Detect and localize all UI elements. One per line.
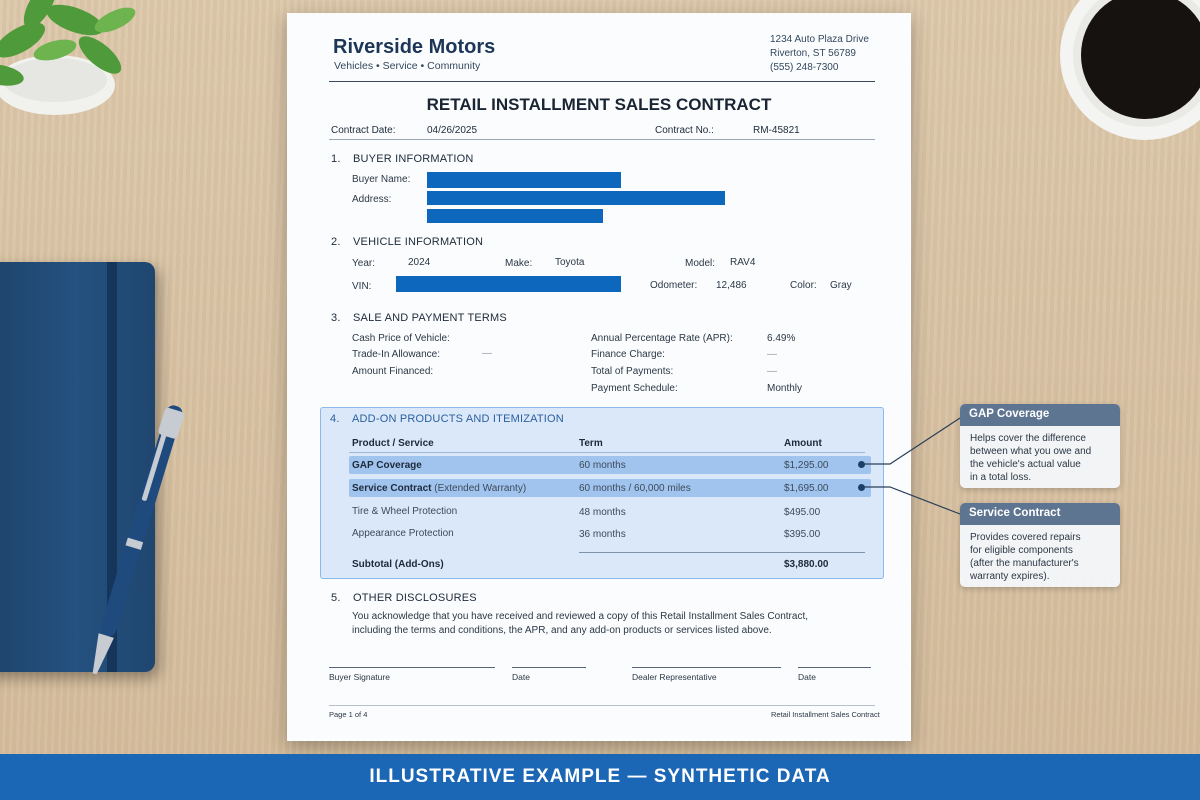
- dealer-signature-line[interactable]: [632, 667, 781, 668]
- document-title: RETAIL INSTALLMENT SALES CONTRACT: [426, 95, 772, 114]
- product-name-detail: (Extended Warranty): [431, 483, 527, 494]
- table-row-amount: $1,295.00: [784, 460, 829, 471]
- section-title-text: OTHER DISCLOSURES: [353, 592, 477, 604]
- table-row-term: 60 months: [579, 460, 626, 471]
- footer-doc-name: Retail Installment Sales Contract: [771, 710, 880, 719]
- color-value: Gray: [830, 280, 852, 291]
- table-row-product: Tire & Wheel Protection: [352, 506, 458, 517]
- dealer-tagline: Vehicles • Service • Community: [334, 60, 481, 72]
- section-number: 5.: [331, 592, 341, 604]
- model-label: Model:: [685, 258, 716, 269]
- cash-price-label: Cash Price of Vehicle:: [352, 333, 450, 344]
- redacted-buyer-name: [427, 172, 621, 188]
- disclosure-line-1: You acknowledge that you have received and reviewed a copy of this Retail Installment Sales Contract,: [352, 611, 809, 622]
- dealer-rep-label: Dealer Representative: [632, 672, 717, 682]
- table-row-amount: $1,695.00: [784, 483, 829, 494]
- service-callout-anchor: [858, 484, 865, 491]
- col-header-product: Product / Service: [352, 438, 434, 449]
- dealer-address: [770, 33, 869, 75]
- odometer-label: Odometer:: [650, 280, 698, 291]
- section-buyer-title: [331, 153, 474, 165]
- odometer-value: 12,486: [716, 280, 747, 291]
- buyer-name-label: Buyer Name:: [352, 174, 411, 185]
- footer-divider: [329, 705, 875, 706]
- section-number: 2.: [331, 236, 341, 248]
- addon-section: [320, 407, 884, 579]
- payment-schedule-label: Payment Schedule:: [591, 383, 678, 394]
- amount-financed-label: Amount Financed:: [352, 366, 434, 377]
- table-row-term: 48 months: [579, 507, 626, 518]
- gap-coverage-callout: [960, 404, 1120, 488]
- header-divider: [329, 81, 875, 82]
- table-row-term: 60 months / 60,000 miles: [579, 483, 691, 494]
- buyer-date-label: Date: [512, 672, 530, 682]
- callout-title: GAP Coverage: [960, 404, 1120, 426]
- section-disclosures-title: [331, 592, 477, 604]
- contract-no-label: Contract No.:: [655, 125, 714, 136]
- potted-plant-image: [0, 0, 150, 130]
- redacted-address-line-1: [427, 191, 725, 205]
- section-title-text: BUYER INFORMATION: [353, 153, 474, 165]
- total-payments-label: Total of Payments:: [591, 366, 674, 377]
- trade-in-value: —: [482, 348, 492, 359]
- table-header-divider: [349, 452, 865, 453]
- section-title-text: ADD-ON PRODUCTS AND ITEMIZATION: [352, 413, 564, 425]
- table-row-term: 36 months: [579, 529, 626, 540]
- redacted-vin: [396, 276, 621, 292]
- color-label: Color:: [790, 280, 817, 291]
- contract-document: [287, 13, 911, 741]
- table-row-product: [352, 483, 526, 494]
- dealer-date-line[interactable]: [798, 667, 871, 668]
- gap-callout-anchor: [858, 461, 865, 468]
- section-title-text: SALE AND PAYMENT TERMS: [353, 312, 507, 324]
- page-number: Page 1 of 4: [329, 710, 368, 719]
- dealer-name: Riverside Motors: [333, 36, 496, 58]
- buyer-date-line[interactable]: [512, 667, 586, 668]
- product-name: GAP Coverage: [352, 460, 422, 471]
- subtotal-value: $3,880.00: [784, 559, 829, 570]
- callout-body: Provides covered repairs for eligible components (after the manufacturer's warranty expires).: [970, 532, 1081, 582]
- redacted-address-line-2: [427, 209, 603, 223]
- make-label: Make:: [505, 258, 533, 269]
- total-payments-value: —: [767, 366, 777, 377]
- subtotal-divider: [579, 552, 865, 553]
- buyer-address-label: Address:: [352, 194, 392, 205]
- address-line-2: Riverton, ST 56789: [770, 48, 856, 59]
- year-label: Year:: [352, 258, 375, 269]
- table-row-amount: $395.00: [784, 529, 821, 540]
- pen-image: [70, 390, 200, 700]
- section-number: 4.: [330, 413, 340, 425]
- vin-label: VIN:: [352, 281, 372, 292]
- section-number: 1.: [331, 153, 341, 165]
- table-row-product: [352, 460, 422, 471]
- make-value: Toyota: [555, 257, 585, 268]
- contract-no-value: RM-45821: [753, 125, 800, 136]
- section-title-text: VEHICLE INFORMATION: [353, 236, 484, 248]
- table-row-product: Appearance Protection: [352, 528, 454, 539]
- apr-label: Annual Percentage Rate (APR):: [591, 333, 733, 344]
- callout-title: Service Contract: [960, 503, 1120, 525]
- buyer-signature-line[interactable]: [329, 667, 495, 668]
- section-vehicle-title: [331, 236, 483, 248]
- coffee-mug-image: [1030, 0, 1200, 160]
- service-contract-callout: [960, 503, 1120, 587]
- contract-date-value: 04/26/2025: [427, 125, 478, 136]
- dealer-phone: (555) 248-7300: [770, 62, 839, 73]
- finance-charge-label: Finance Charge:: [591, 349, 665, 360]
- disclosure-text: [352, 610, 808, 638]
- model-value: RAV4: [730, 257, 756, 268]
- disclosure-line-2: including the terms and conditions, the APR, and any add-on products or services listed above.: [352, 625, 772, 636]
- buyer-signature-label: Buyer Signature: [329, 672, 390, 682]
- dealer-date-label: Date: [798, 672, 816, 682]
- address-line-1: 1234 Auto Plaza Drive: [770, 34, 869, 45]
- col-header-term: Term: [579, 438, 603, 449]
- product-name: Service Contract: [352, 483, 432, 494]
- section-addons-title: [330, 413, 564, 425]
- col-header-amount: Amount: [784, 438, 822, 449]
- meta-divider: [329, 139, 875, 140]
- callout-body: Helps cover the difference between what you owe and the vehicle's actual value in a total loss.: [970, 433, 1092, 483]
- illustrative-banner: ILLUSTRATIVE EXAMPLE — SYNTHETIC DATA: [0, 754, 1200, 800]
- payment-schedule-value: Monthly: [767, 383, 803, 394]
- section-terms-title: [331, 312, 507, 324]
- year-value: 2024: [408, 257, 431, 268]
- subtotal-label: Subtotal (Add-Ons): [352, 559, 444, 570]
- finance-charge-value: —: [767, 349, 777, 360]
- trade-in-label: Trade-In Allowance:: [352, 349, 441, 360]
- contract-date-label: Contract Date:: [331, 125, 396, 136]
- apr-value: 6.49%: [767, 333, 796, 344]
- table-row-amount: $495.00: [784, 507, 821, 518]
- section-number: 3.: [331, 312, 341, 324]
